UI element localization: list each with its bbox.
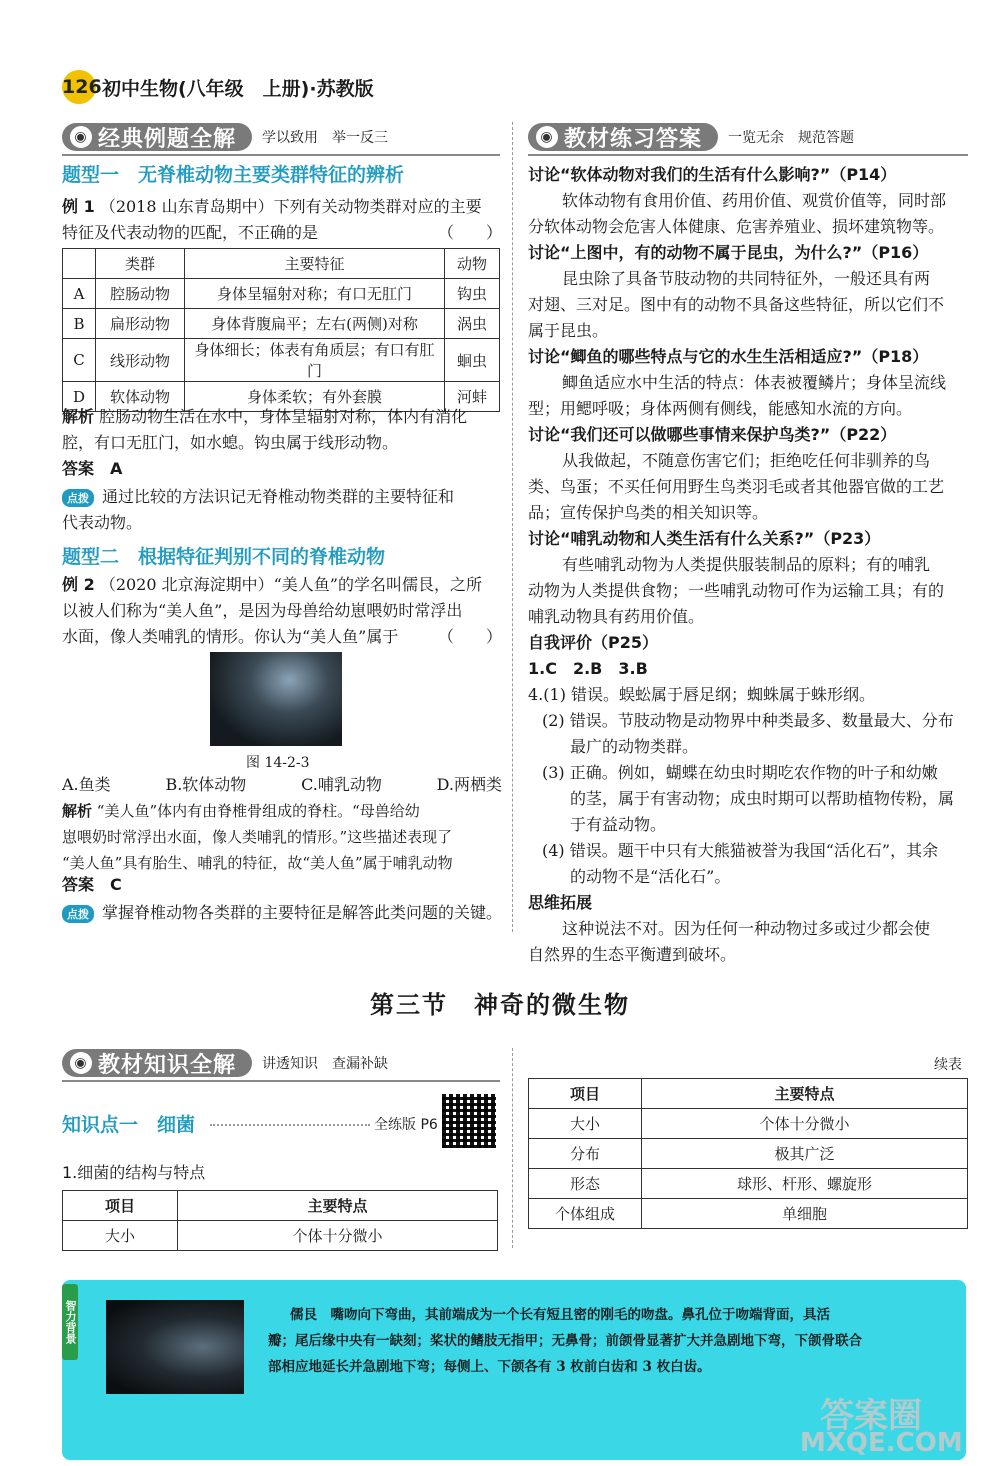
book-title: 初中生物(八年级 上册)·苏教版	[102, 78, 374, 100]
q4-item: 最广的动物类群。	[570, 737, 699, 756]
watermark-url: MXQE.COM	[800, 1428, 963, 1458]
practice-reference: 全练版 P6	[374, 1117, 438, 1133]
type2-title: 题型二 根据特征判别不同的脊椎动物	[62, 546, 386, 568]
table-cell: 大小	[529, 1109, 642, 1139]
table-cell: 腔肠动物	[96, 279, 185, 309]
background-text	[268, 1302, 958, 1380]
divider	[528, 154, 968, 156]
discussion-answer: 类、鸟蛋；不买任何用野生鸟类羽毛或者其他器官做的工艺	[528, 477, 945, 496]
example2-text-3: 水面，像人类哺乳的情形。你认为“美人鱼”属于	[62, 627, 399, 646]
answer-value: C	[110, 875, 122, 894]
discussion-question: 讨论“上图中，有的动物不属于昆虫，为什么?”（P16）	[528, 243, 929, 262]
table-cell: 身体细长；体表有角质层；有口有肛门	[185, 339, 445, 382]
table-cell: 蛔虫	[445, 339, 500, 382]
self-eval-title: 自我评价（P25）	[528, 633, 658, 652]
table-cell: 身体背腹扁平；左右(两侧)对称	[185, 309, 445, 339]
invertebrate-table	[62, 248, 500, 412]
background-line2: 瓣；尾后缘中央有一缺刻；桨状的鳍肢无指甲；无鼻骨；前颌骨显著扩大并急剧地下弯，下颌骨联合	[268, 1333, 862, 1349]
q4-item: (3) 正确。例如，蝴蝶在幼虫时期吃农作物的叶子和幼嫩	[542, 763, 938, 782]
table-row	[63, 309, 500, 339]
table-cell: 单细胞	[642, 1199, 968, 1229]
answers-banner	[528, 122, 854, 152]
table-header: 项目	[529, 1079, 642, 1109]
discussion-question: 讨论“软体动物对我们的生活有什么影响?”（P14）	[528, 165, 897, 184]
answer-paren: （ ）	[437, 627, 502, 646]
example2-label: 例 2	[62, 575, 95, 594]
table-row	[529, 1109, 968, 1139]
dotted-leader	[210, 1124, 370, 1126]
discussion-answer: 对翅、三对足。图中有的动物不具备这些特征，所以它们不	[528, 295, 945, 314]
table-row	[529, 1199, 968, 1229]
tip-tag: 点拨	[62, 905, 94, 923]
thinking-title: 思维拓展	[528, 893, 593, 912]
answers-banner-title: 教材练习答案	[564, 126, 703, 152]
answer2	[62, 872, 122, 898]
divider	[62, 1080, 500, 1082]
table-cell: 球形、杆形、螺旋形	[642, 1169, 968, 1199]
eye-icon: ◉	[70, 126, 92, 148]
column-divider	[512, 122, 513, 932]
discussion-answer: 昆虫除了具备节肢动物的共同特征外，一般还具有两	[562, 269, 931, 288]
analysis2	[62, 798, 502, 876]
discussion-answer: 鲫鱼适应水中生活的特点：体表被覆鳞片；身体呈流线	[562, 373, 947, 392]
answer-label: 答案	[62, 875, 95, 894]
column-divider	[512, 1048, 513, 1248]
analysis2-line2: 崽喂奶时常浮出水面，像人类哺乳的情形。”这些描述表现了	[62, 828, 453, 846]
option-a: A.鱼类	[62, 775, 111, 794]
background-tag: 智力背景	[62, 1284, 78, 1360]
table-row	[63, 339, 500, 382]
example1-text-1: （2018 山东青岛期中）下列有关动物类群对应的主要	[99, 197, 482, 216]
option-d: D.两栖类	[436, 775, 502, 794]
eye-icon: ◉	[536, 126, 558, 148]
continued-label: 续表	[934, 1057, 962, 1073]
discussion-answer: 动物为人类提供食物；一些哺乳动物可作为运输工具；有的	[528, 581, 945, 600]
table-cell: 河蚌	[445, 382, 500, 412]
q4-item: 的茎，属于有害动物；成虫时期可以帮助植物传粉，属	[570, 789, 955, 808]
table-cell: 扁形动物	[96, 309, 185, 339]
table-cell: D	[63, 382, 96, 412]
discussion-answer: 哺乳动物具有药用价值。	[528, 607, 705, 626]
table-cell: 身体呈辐射对称；有口无肛门	[185, 279, 445, 309]
answers-banner-subtitle: 一览无余 规范答题	[728, 130, 855, 146]
answer-label: 答案	[62, 459, 95, 478]
type1-title: 题型一 无脊椎动物主要类群特征的辨析	[62, 164, 405, 186]
table-row	[63, 279, 500, 309]
tip1-line1: 通过比较的方法识记无脊椎动物类群的主要特征和	[102, 487, 455, 506]
knowledge-banner-subtitle: 讲透知识 查漏补缺	[262, 1056, 389, 1072]
figure-caption: 图 14-2-3	[246, 755, 310, 771]
qr-code-icon[interactable]	[442, 1094, 496, 1148]
discussion-question: 讨论“我们还可以做哪些事情来保护鸟类?”（P22）	[528, 425, 897, 444]
knowledge-point-title: 知识点一 细菌	[62, 1114, 196, 1136]
discussion-answer: 属于昆虫。	[528, 321, 609, 340]
analysis2-line3: “美人鱼”具有胎生、哺乳的特征，故“美人鱼”属于哺乳动物	[62, 854, 453, 872]
q4-item: 的动物不是“活化石”。	[570, 867, 731, 886]
answer-value: A	[110, 459, 123, 478]
q4-item: 4.(1) 错误。蜈蚣属于唇足纲；蜘蛛属于蛛形纲。	[528, 685, 876, 704]
table-row	[63, 1221, 498, 1251]
table-cell: 线形动物	[96, 339, 185, 382]
table-header: 项目	[63, 1191, 178, 1221]
tip-tag: 点拨	[62, 489, 94, 507]
table-cell: 钩虫	[445, 279, 500, 309]
option-c: C.哺乳动物	[301, 775, 382, 794]
discussion-answer: 型；用鳃呼吸；身体两侧有侧线，能感知水流的方向。	[528, 399, 913, 418]
discussion-answer: 分软体动物会危害人体健康、危害养殖业、损坏建筑物等。	[528, 217, 945, 236]
table-cell: 身体柔软；有外套膜	[185, 382, 445, 412]
tip2-line1: 掌握脊椎动物各类群的主要特征是解答此类问题的关键。	[102, 903, 503, 922]
knowledge-banner	[62, 1048, 388, 1078]
knowledge-banner-title: 教材知识全解	[98, 1052, 237, 1078]
table-cell: 个体组成	[529, 1199, 642, 1229]
q4-item: (2) 错误。节肢动物是动物界中种类最多、数量最大、分布	[542, 711, 954, 730]
background-name: 儒艮	[290, 1307, 317, 1323]
option-b: B.软体动物	[165, 775, 247, 794]
example1-label: 例 1	[62, 197, 95, 216]
bacteria-table	[62, 1190, 498, 1251]
divider	[62, 154, 500, 156]
table-cell: B	[63, 309, 96, 339]
table-row	[529, 1139, 968, 1169]
table-header: 主要特征	[185, 249, 445, 279]
analysis-label: 解析	[62, 407, 95, 426]
analysis1-line1: 腔肠动物生活在水中，身体呈辐射对称，体内有消化	[99, 407, 468, 426]
table-header: 主要特点	[178, 1191, 498, 1221]
watermark-logo: 答案圈	[820, 1396, 922, 1436]
page-number: 126	[62, 70, 96, 104]
section-title: 第三节 神奇的微生物	[370, 991, 630, 1019]
answer1	[62, 456, 122, 482]
q4-item: 于有益动物。	[570, 815, 667, 834]
table-cell: 极其广泛	[642, 1139, 968, 1169]
choice-answers: 1.C 2.B 3.B	[528, 659, 648, 678]
example1-text-2: 特征及代表动物的匹配，不正确的是	[62, 223, 319, 242]
eye-icon: ◉	[70, 1052, 92, 1074]
answer-paren: （ ）	[437, 223, 502, 242]
table-cell: 涡虫	[445, 309, 500, 339]
discussion-answer: 有些哺乳动物为人类提供服装制品的原料；有的哺乳	[562, 555, 931, 574]
table-cell: 个体十分微小	[178, 1221, 498, 1251]
subsection-title: 1.细菌的结构与特点	[62, 1163, 206, 1182]
table-cell: 个体十分微小	[642, 1109, 968, 1139]
table-cell: 形态	[529, 1169, 642, 1199]
analysis2-line1: “美人鱼”体内有由脊椎骨组成的脊柱。“母兽给幼	[96, 802, 420, 820]
table-cell: 软体动物	[96, 382, 185, 412]
table-header	[63, 249, 96, 279]
q4-item: (4) 错误。题干中只有大熊猫被誉为我国“活化石”，其余	[542, 841, 939, 860]
table-cell: 大小	[63, 1221, 178, 1251]
discussion-answer: 品；宣传保护鸟类的相关知识等。	[528, 503, 769, 522]
table-header: 主要特点	[642, 1079, 968, 1109]
bacteria-table-continued	[528, 1078, 968, 1229]
examples-banner-title: 经典例题全解	[98, 126, 237, 152]
background-line1: 嘴吻向下弯曲，其前端成为一个长有短且密的刚毛的吻盘。鼻孔位于吻端背面，具活	[330, 1307, 830, 1323]
discussion-answer: 软体动物有食用价值、药用价值、观赏价值等，同时部	[562, 191, 947, 210]
analysis1-line2: 腔，有口无肛门，如水螅。钩虫属于线形动物。	[62, 433, 399, 452]
table-cell: A	[63, 279, 96, 309]
discussion-question: 讨论“鲫鱼的哪些特点与它的水生生活相适应?”（P18）	[528, 347, 929, 366]
table-row	[529, 1169, 968, 1199]
tip1-line2: 代表动物。	[62, 513, 143, 532]
textbook-answers	[528, 162, 970, 968]
discussion-question: 讨论“哺乳动物和人类生活有什么关系?”（P23）	[528, 529, 881, 548]
examples-banner-subtitle: 学以致用 举一反三	[262, 130, 389, 146]
table-cell: 分布	[529, 1139, 642, 1169]
example2-text-1: （2020 北京海淀期中）“美人鱼”的学名叫儒艮，之所	[99, 575, 482, 594]
table-header: 类群	[96, 249, 185, 279]
thinking-answer: 这种说法不对。因为任何一种动物过多或过少都会使	[562, 919, 931, 938]
discussion-answer: 从我做起，不随意伤害它们；拒绝吃任何非驯养的鸟	[562, 451, 931, 470]
analysis-label: 解析	[62, 802, 93, 820]
analysis1	[62, 404, 502, 456]
options	[62, 772, 502, 798]
table-header: 动物	[445, 249, 500, 279]
table-cell: C	[63, 339, 96, 382]
dugong-photo-2	[106, 1300, 244, 1394]
examples-banner	[62, 122, 388, 152]
tip2	[62, 900, 502, 926]
example2-text-2: 以被人们称为“美人鱼”，是因为母兽给幼崽喂奶时常浮出	[62, 601, 463, 620]
tip1	[62, 484, 502, 536]
example1	[62, 194, 502, 246]
example2	[62, 572, 502, 650]
dugong-photo	[210, 652, 342, 746]
background-line3: 部相应地延长并急剧地下弯；每侧上、下颌各有 3 枚前白齿和 3 枚白齿。	[268, 1359, 711, 1375]
thinking-answer: 自然界的生态平衡遭到破坏。	[528, 945, 737, 964]
